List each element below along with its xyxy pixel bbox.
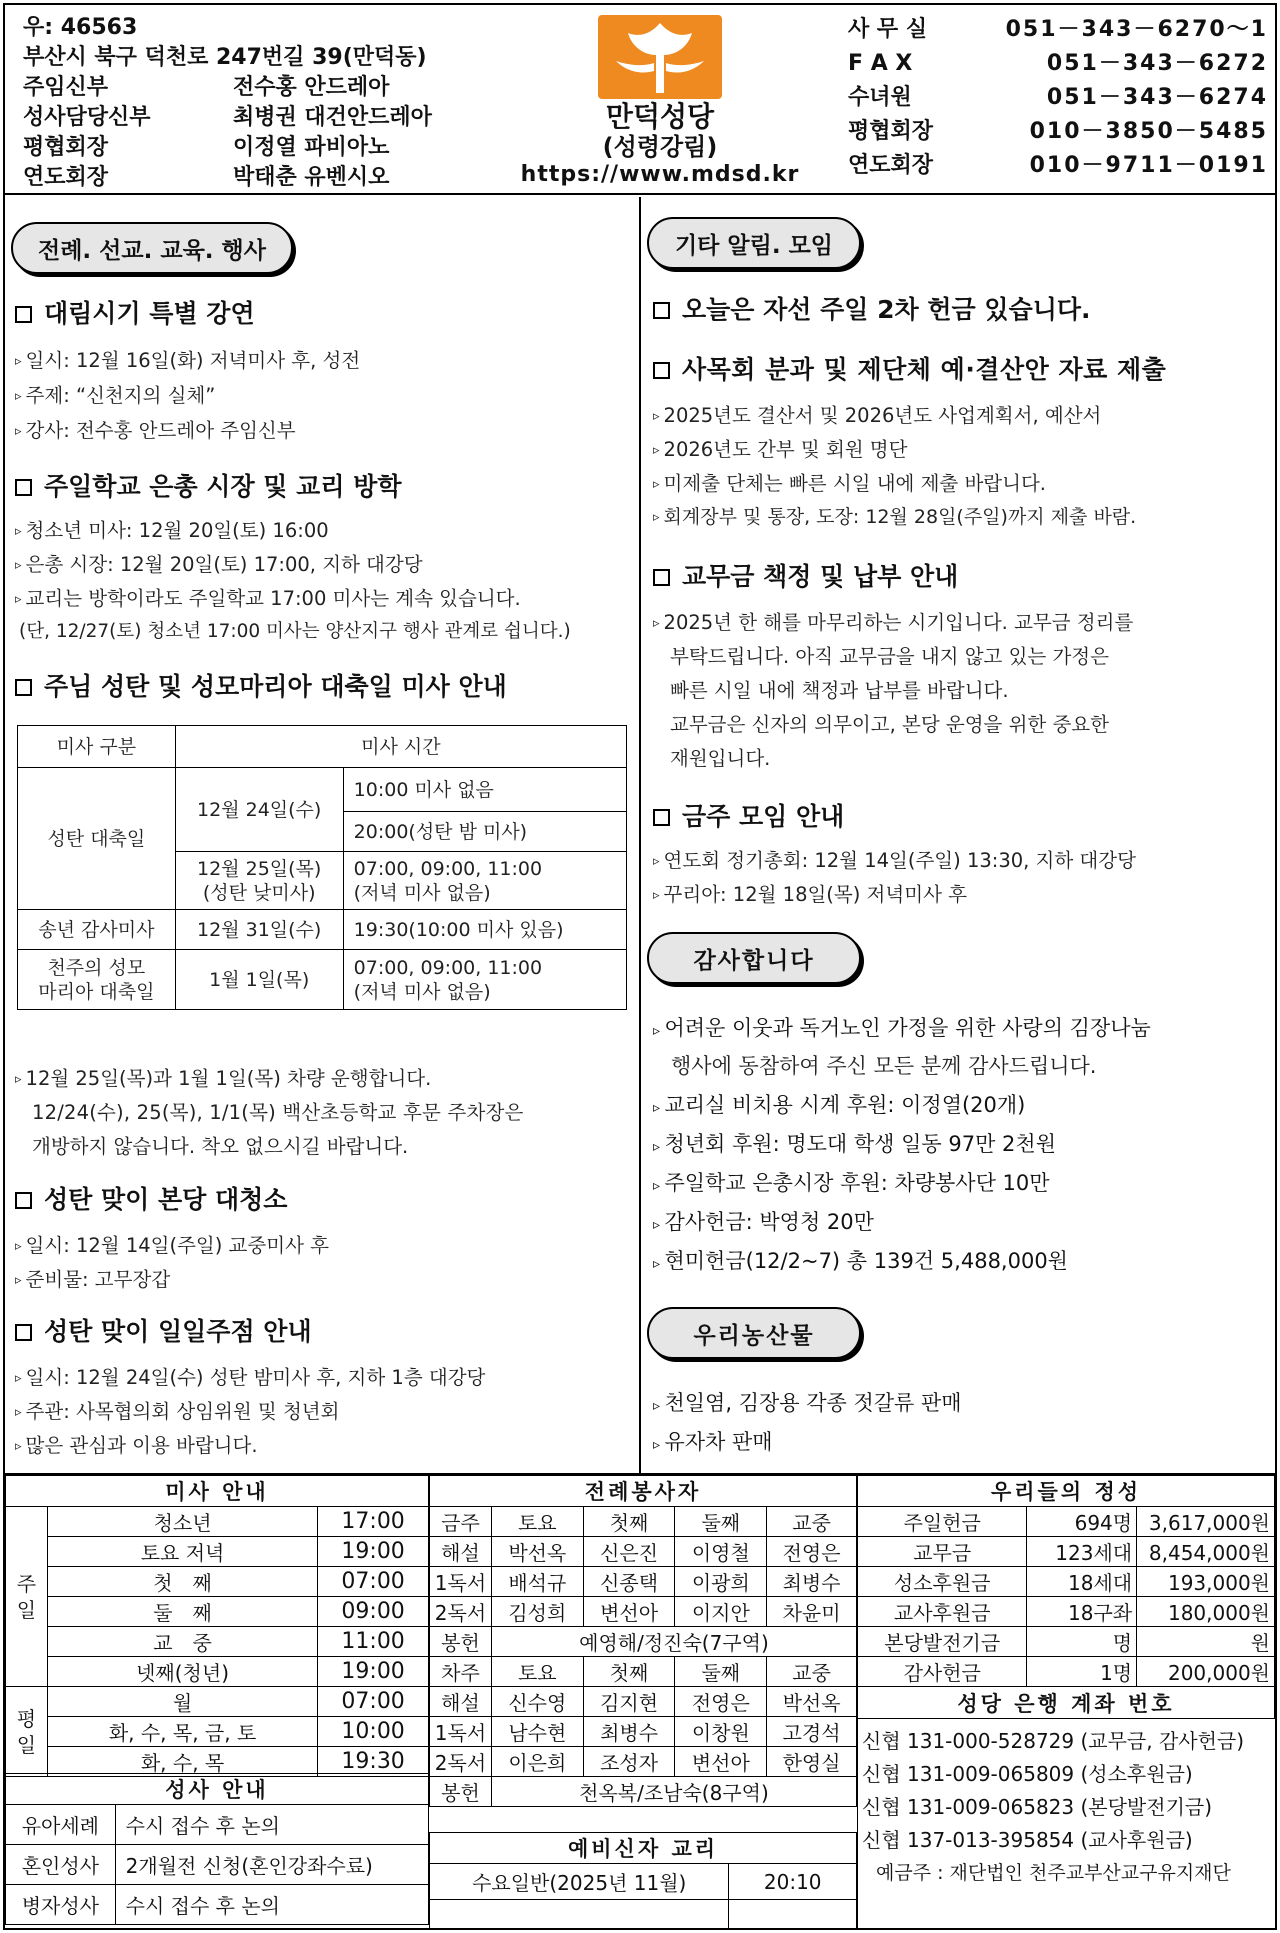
table-cell: 차윤미 bbox=[767, 1597, 857, 1627]
table-cell: 감사헌금 bbox=[858, 1657, 1027, 1687]
table-cell: 금주 bbox=[430, 1507, 492, 1537]
list-item: ▹ 주일학교 은총시장 후원: 차량봉사단 10만 bbox=[653, 1171, 1050, 1195]
table-cell: 수시 접수 후 논의 bbox=[115, 1885, 428, 1925]
checkbox-square-icon bbox=[653, 302, 670, 319]
table-header: 우리들의 정성 bbox=[858, 1476, 1275, 1507]
table-cell: 신은진 bbox=[583, 1537, 675, 1567]
table-cell: 전영은 bbox=[675, 1687, 767, 1717]
table-cell: 남수현 bbox=[491, 1717, 583, 1747]
checkbox-square-icon bbox=[653, 809, 670, 826]
table-cell: 천주의 성모 마리아 대축일 bbox=[18, 950, 176, 1010]
table-cell: 최병수 bbox=[583, 1717, 675, 1747]
table-cell: 2독서 bbox=[430, 1747, 492, 1777]
table-cell: 19:30(10:00 미사 있음) bbox=[343, 910, 626, 950]
list-item-continued: 교무금은 신자의 의무이고, 본당 운영을 위한 중요한 bbox=[670, 713, 1109, 736]
contact-number: 051－343－6272 bbox=[1046, 51, 1268, 76]
list-item: ▹ 주관: 사목협의회 상임위원 및 청년회 bbox=[15, 1400, 340, 1423]
table-cell: 07:00, 09:00, 11:00 (저녁 미사 없음) bbox=[343, 852, 626, 910]
table-cell bbox=[729, 1900, 857, 1930]
triangle-bullet-icon: ▹ bbox=[15, 424, 22, 439]
list-item: ▹ 2025년 한 해를 마무리하는 시기입니다. 교무금 정리를 bbox=[653, 611, 1134, 634]
church-name: 만덕성당 bbox=[605, 100, 715, 133]
triangle-bullet-icon: ▹ bbox=[15, 524, 22, 539]
table-cell: 19:30 bbox=[318, 1747, 429, 1777]
section-title: 금주 모임 안내 bbox=[653, 797, 844, 833]
table-cell: 차주 bbox=[430, 1657, 492, 1687]
checkbox-square-icon bbox=[653, 569, 670, 586]
bank-account: 신협 131-009-065809 (성소후원금) bbox=[862, 1762, 1193, 1786]
table-cell: 20:10 bbox=[729, 1864, 857, 1900]
table-cell: 토요 bbox=[491, 1507, 583, 1537]
table-cell: 1월 1일(목) bbox=[175, 950, 343, 1010]
table-cell: 07:00 bbox=[318, 1687, 429, 1717]
triangle-bullet-icon: ▹ bbox=[15, 1405, 22, 1420]
list-item: ▹ 은총 시장: 12월 20일(토) 17:00, 지하 대강당 bbox=[15, 553, 423, 576]
table-cell: 교중 bbox=[767, 1657, 857, 1687]
triangle-bullet-icon: ▹ bbox=[653, 1023, 665, 1039]
address: 부산시 북구 덕천로 247번길 39(만덕동) bbox=[23, 45, 427, 70]
table-cell: 교무금 bbox=[858, 1537, 1027, 1567]
table-cell: 본당발전기금 bbox=[858, 1627, 1027, 1657]
table-cell: 1독서 bbox=[430, 1567, 492, 1597]
table-cell: 이광희 bbox=[675, 1567, 767, 1597]
role-label: 평협회장 bbox=[23, 135, 109, 160]
table-cell: 신종택 bbox=[583, 1567, 675, 1597]
triangle-bullet-icon: ▹ bbox=[15, 1371, 22, 1386]
table-cell: 12월 25일(목) (성탄 낮미사) bbox=[175, 852, 343, 910]
contact-label: 수녀원 bbox=[848, 85, 912, 110]
list-item: ▹ 준비물: 고무장갑 bbox=[15, 1268, 171, 1291]
table-header: 미사 시간 bbox=[175, 726, 626, 768]
table-cell: 봉헌 bbox=[430, 1627, 492, 1657]
list-item: ▹ 2025년도 결산서 및 2026년도 사업계획서, 예산서 bbox=[653, 404, 1102, 427]
table-cell: 화, 수, 목 bbox=[47, 1747, 317, 1777]
list-item: ▹ 일시: 12월 24일(수) 성탄 밤미사 후, 지하 1층 대강당 bbox=[15, 1366, 486, 1389]
table-cell: 유아세례 bbox=[6, 1805, 116, 1845]
checkbox-square-icon bbox=[15, 306, 32, 323]
list-item: ▹ 청소년 미사: 12월 20일(토) 16:00 bbox=[15, 519, 329, 542]
church-info bbox=[23, 13, 432, 193]
table-cell: 첫째 bbox=[583, 1507, 675, 1537]
table-cell: 17:00 bbox=[318, 1507, 429, 1537]
section-title: 주일학교 은총 시장 및 교리 방학 bbox=[15, 467, 401, 503]
table-cell: 성탄 대축일 bbox=[18, 768, 176, 910]
list-item: ▹ 강사: 전수홍 안드레아 주임신부 bbox=[15, 419, 296, 442]
triangle-bullet-icon: ▹ bbox=[653, 443, 660, 458]
table-header: 미사 구분 bbox=[18, 726, 176, 768]
role-label: 성사담당신부 bbox=[23, 105, 151, 130]
contact-label: F A X bbox=[848, 51, 913, 76]
table-cell: 2개월전 신청(혼인강좌수료) bbox=[115, 1845, 428, 1885]
table-cell: 둘째 bbox=[675, 1507, 767, 1537]
sunday-label: 주일 bbox=[6, 1507, 48, 1687]
list-item: ▹ 교리는 방학이라도 주일학교 17:00 미사는 계속 있습니다. bbox=[15, 587, 521, 610]
table-cell: 해설 bbox=[430, 1687, 492, 1717]
table-cell bbox=[430, 1900, 729, 1930]
contact-number: 010－9711－0191 bbox=[1029, 153, 1268, 178]
triangle-bullet-icon: ▹ bbox=[653, 1100, 665, 1116]
list-item: ▹ 교리실 비치용 시계 후원: 이정열(20개) bbox=[653, 1093, 1026, 1117]
header bbox=[5, 5, 1275, 195]
table-cell: 09:00 bbox=[318, 1597, 429, 1627]
bulletin-page bbox=[3, 3, 1277, 1930]
church-subtitle: (성령강림) bbox=[602, 133, 718, 161]
table-cell: 10:00 bbox=[318, 1717, 429, 1747]
table-cell: 10:00 미사 없음 bbox=[343, 768, 626, 812]
table-cell: 20:00(성탄 밤 미사) bbox=[343, 812, 626, 852]
list-item: ▹ 주제: “신천지의 실체” bbox=[15, 384, 216, 407]
list-item: ▹ 많은 관심과 이용 바랍니다. bbox=[15, 1434, 258, 1457]
bank-account: 신협 131-009-065823 (본당발전기금) bbox=[862, 1795, 1213, 1819]
list-item: ▹ 유자차 판매 bbox=[653, 1430, 773, 1454]
table-header: 예비신자 교리 bbox=[430, 1833, 857, 1864]
table-cell: 박선옥 bbox=[491, 1537, 583, 1567]
section-title: 성탄 맞이 본당 대청소 bbox=[15, 1180, 287, 1216]
triangle-bullet-icon: ▹ bbox=[15, 1439, 22, 1454]
table-cell: 이영철 bbox=[675, 1537, 767, 1567]
list-item: ▹ 연도회 정기총회: 12월 14일(주일) 13:30, 지하 대강당 bbox=[653, 849, 1136, 872]
list-item: ▹ 미제출 단체는 빠른 시일 내에 제출 바랍니다. bbox=[653, 472, 1046, 495]
list-item: ▹ 2026년도 간부 및 회원 명단 bbox=[653, 438, 908, 461]
contact-label: 사 무 실 bbox=[848, 17, 928, 42]
section-title: 사목회 분과 및 제단체 예·결산안 자료 제출 bbox=[653, 350, 1166, 386]
table-header: 미사 안내 bbox=[6, 1476, 429, 1507]
checkbox-square-icon bbox=[15, 479, 32, 496]
triangle-bullet-icon: ▹ bbox=[15, 1072, 22, 1087]
role-label: 주임신부 bbox=[23, 75, 109, 100]
right-column bbox=[643, 197, 1275, 1473]
checkbox-square-icon bbox=[653, 362, 670, 379]
table-cell: 첫 째 bbox=[47, 1567, 317, 1597]
bank-accounts bbox=[857, 1715, 1275, 1930]
role-label: 연도회장 bbox=[23, 165, 109, 190]
table-cell: 이창원 bbox=[675, 1717, 767, 1747]
table-cell: 2독서 bbox=[430, 1597, 492, 1627]
triangle-bullet-icon: ▹ bbox=[15, 592, 22, 607]
list-item-continued: 12/24(수), 25(목), 1/1(목) 백산초등학교 후문 주차장은 bbox=[32, 1101, 524, 1124]
sacrament-table bbox=[5, 1773, 429, 1925]
triangle-bullet-icon: ▹ bbox=[15, 1273, 22, 1288]
section-pill-notices: 기타 알림. 모임 bbox=[647, 217, 861, 269]
table-cell: 김지현 bbox=[583, 1687, 675, 1717]
table-cell: 송년 감사미사 bbox=[18, 910, 176, 950]
table-cell: 둘 째 bbox=[47, 1597, 317, 1627]
table-cell: 예영해/정진숙(7구역) bbox=[491, 1627, 856, 1657]
table-cell: 1독서 bbox=[430, 1717, 492, 1747]
table-cell: 변선아 bbox=[583, 1597, 675, 1627]
checkbox-square-icon bbox=[15, 679, 32, 696]
triangle-bullet-icon: ▹ bbox=[653, 1178, 665, 1194]
table-cell: 병자성사 bbox=[6, 1885, 116, 1925]
table-cell: 원 bbox=[1137, 1627, 1275, 1657]
mass-schedule-table bbox=[5, 1475, 429, 1777]
section-title: 교무금 책정 및 납부 안내 bbox=[653, 557, 958, 593]
note-text: (단, 12/27(토) 청소년 17:00 미사는 양산지구 행사 관계로 쉽니다.) bbox=[19, 621, 571, 642]
contact-number: 051－343－6274 bbox=[1046, 85, 1268, 110]
table-cell: 180,000원 bbox=[1137, 1597, 1275, 1627]
table-cell: 3,617,000원 bbox=[1137, 1507, 1275, 1537]
account-holder: 예금주 : 재단법인 천주교부산교구유지재단 bbox=[876, 1862, 1231, 1884]
list-item: ▹ 천일염, 김장용 각종 젓갈류 판매 bbox=[653, 1391, 962, 1415]
postal-code: 우: 46563 bbox=[23, 15, 138, 40]
checkbox-square-icon bbox=[15, 1324, 32, 1341]
list-item: ▹ 회계장부 및 통장, 도장: 12월 28일(주일)까지 제출 바람. bbox=[653, 506, 1137, 528]
table-cell: 200,000원 bbox=[1137, 1657, 1275, 1687]
table-cell: 월 bbox=[47, 1687, 317, 1717]
table-cell: 193,000원 bbox=[1137, 1567, 1275, 1597]
section-title: 성탄 맞이 일일주점 안내 bbox=[15, 1312, 312, 1348]
checkbox-square-icon bbox=[15, 1192, 32, 1209]
contact-number: 010－3850－5485 bbox=[1029, 119, 1268, 144]
contact-number: 051－343－6270～1 bbox=[1005, 17, 1268, 42]
table-cell: 토요 저녁 bbox=[47, 1537, 317, 1567]
triangle-bullet-icon: ▹ bbox=[653, 888, 660, 903]
list-item: ▹ 꾸리아: 12월 18일(목) 저녁미사 후 bbox=[653, 883, 967, 906]
triangle-bullet-icon: ▹ bbox=[653, 1139, 665, 1155]
table-cell: 봉헌 bbox=[430, 1777, 492, 1807]
liturgy-servers-table bbox=[429, 1475, 857, 1807]
table-cell: 청소년 bbox=[47, 1507, 317, 1537]
list-item: ▹ 어려운 이웃과 독거노인 가정을 위한 사랑의 김장나눔 bbox=[653, 1016, 1151, 1040]
section-pill-thanks: 감사합니다 bbox=[647, 932, 861, 984]
table-cell: 이은희 bbox=[491, 1747, 583, 1777]
section-title: 대림시기 특별 강연 bbox=[15, 294, 255, 330]
table-cell: 신수영 bbox=[491, 1687, 583, 1717]
table-cell: 12월 24일(수) bbox=[175, 768, 343, 852]
table-cell: 토요 bbox=[491, 1657, 583, 1687]
church-url-link[interactable]: https://www.mdsd.kr bbox=[520, 162, 800, 187]
triangle-bullet-icon: ▹ bbox=[653, 510, 660, 525]
contact-label: 평협회장 bbox=[848, 119, 934, 144]
table-cell: 둘째 bbox=[675, 1657, 767, 1687]
table-header: 성당 은행 계좌 번호 bbox=[858, 1687, 1275, 1719]
table-cell: 07:00, 09:00, 11:00 (저녁 미사 없음) bbox=[343, 950, 626, 1010]
table-cell: 전영은 bbox=[767, 1537, 857, 1567]
table-cell: 수시 접수 후 논의 bbox=[115, 1805, 428, 1845]
table-cell: 넷째(청년) bbox=[47, 1657, 317, 1687]
triangle-bullet-icon: ▹ bbox=[15, 389, 22, 404]
table-cell: 19:00 bbox=[318, 1657, 429, 1687]
table-cell: 이지안 bbox=[675, 1597, 767, 1627]
catechumen-table bbox=[429, 1832, 857, 1930]
table-cell: 1명 bbox=[1027, 1657, 1137, 1687]
table-cell: 교사후원금 bbox=[858, 1597, 1027, 1627]
table-cell: 명 bbox=[1027, 1627, 1137, 1657]
list-item-continued: 재원입니다. bbox=[670, 747, 771, 770]
list-item-continued: 개방하지 않습니다. 착오 없으시길 바랍니다. bbox=[32, 1135, 409, 1158]
table-cell: 123세대 bbox=[1027, 1537, 1137, 1567]
list-item: ▹ 일시: 12월 16일(화) 저녁미사 후, 성전 bbox=[15, 349, 361, 372]
triangle-bullet-icon: ▹ bbox=[653, 1437, 665, 1453]
section-title: 오늘은 자선 주일 2차 헌금 있습니다. bbox=[653, 290, 1091, 326]
left-column bbox=[5, 197, 641, 1473]
offerings-table bbox=[857, 1475, 1275, 1719]
table-cell: 18구좌 bbox=[1027, 1597, 1137, 1627]
triangle-bullet-icon: ▹ bbox=[15, 354, 22, 369]
table-header: 성사 안내 bbox=[6, 1774, 429, 1805]
triangle-bullet-icon: ▹ bbox=[653, 1398, 665, 1414]
list-item: ▹ 청년회 후원: 명도대 학생 일동 97만 2천원 bbox=[653, 1132, 1056, 1156]
table-cell: 8,454,000원 bbox=[1137, 1537, 1275, 1567]
table-cell: 수요일반(2025년 11월) bbox=[430, 1864, 729, 1900]
list-item: ▹ 감사헌금: 박영청 20만 bbox=[653, 1210, 874, 1234]
weekday-label: 평일 bbox=[6, 1687, 48, 1777]
list-item: ▹ 현미헌금(12/2~7) 총 139건 5,488,000원 bbox=[653, 1249, 1068, 1273]
bank-account: 신협 131-000-528729 (교무금, 감사헌금) bbox=[862, 1729, 1245, 1753]
table-cell: 최병수 bbox=[767, 1567, 857, 1597]
table-cell: 12월 31일(수) bbox=[175, 910, 343, 950]
table-cell: 11:00 bbox=[318, 1627, 429, 1657]
table-cell: 변선아 bbox=[675, 1747, 767, 1777]
contact-list bbox=[848, 13, 1268, 183]
list-item: ▹ 일시: 12월 14일(주일) 교중미사 후 bbox=[15, 1234, 329, 1257]
dove-logo-icon bbox=[598, 15, 722, 99]
table-cell: 화, 수, 목, 금, 토 bbox=[47, 1717, 317, 1747]
table-cell: 주일헌금 bbox=[858, 1507, 1027, 1537]
table-cell: 07:00 bbox=[318, 1567, 429, 1597]
table-cell: 18세대 bbox=[1027, 1567, 1137, 1597]
section-pill-liturgy: 전례. 선교. 교육. 행사 bbox=[11, 222, 293, 274]
church-logo-block bbox=[515, 15, 805, 189]
table-cell: 조성자 bbox=[583, 1747, 675, 1777]
table-cell: 해설 bbox=[430, 1537, 492, 1567]
table-cell: 교중 bbox=[767, 1507, 857, 1537]
role-name: 이정열 파비아노 bbox=[233, 135, 390, 160]
role-name: 최병권 대건안드레아 bbox=[233, 105, 432, 130]
table-header: 전례봉사자 bbox=[430, 1476, 857, 1507]
section-title: 주님 성탄 및 성모마리아 대축일 미사 안내 bbox=[15, 667, 507, 703]
table-cell: 19:00 bbox=[318, 1537, 429, 1567]
triangle-bullet-icon: ▹ bbox=[653, 854, 660, 869]
triangle-bullet-icon: ▹ bbox=[653, 1217, 665, 1233]
section-pill-farm: 우리농산물 bbox=[647, 1307, 861, 1359]
table-cell: 694명 bbox=[1027, 1507, 1137, 1537]
triangle-bullet-icon: ▹ bbox=[15, 558, 22, 573]
table-cell: 김성희 bbox=[491, 1597, 583, 1627]
list-item: ▹ 12월 25일(목)과 1월 1일(목) 차량 운행합니다. bbox=[15, 1067, 432, 1090]
christmas-mass-table bbox=[17, 725, 627, 1010]
triangle-bullet-icon: ▹ bbox=[653, 1256, 665, 1272]
table-cell: 첫째 bbox=[583, 1657, 675, 1687]
bottom-tables bbox=[5, 1473, 1275, 1928]
triangle-bullet-icon: ▹ bbox=[653, 409, 660, 424]
list-item-continued: 빠른 시일 내에 책정과 납부를 바랍니다. bbox=[670, 679, 1009, 702]
triangle-bullet-icon: ▹ bbox=[653, 477, 660, 492]
table-cell: 교 중 bbox=[47, 1627, 317, 1657]
table-cell: 혼인성사 bbox=[6, 1845, 116, 1885]
triangle-bullet-icon: ▹ bbox=[653, 616, 660, 631]
role-name: 전수홍 안드레아 bbox=[233, 75, 390, 100]
table-cell: 성소후원금 bbox=[858, 1567, 1027, 1597]
bank-account: 신협 137-013-395854 (교사후원금) bbox=[862, 1828, 1193, 1852]
table-cell: 박선옥 bbox=[767, 1687, 857, 1717]
list-item-continued: 행사에 동참하여 주신 모든 분께 감사드립니다. bbox=[671, 1054, 1097, 1078]
table-cell: 배석규 bbox=[491, 1567, 583, 1597]
contact-label: 연도회장 bbox=[848, 153, 934, 178]
table-cell: 천옥복/조남숙(8구역) bbox=[491, 1777, 856, 1807]
triangle-bullet-icon: ▹ bbox=[15, 1239, 22, 1254]
table-cell: 한영실 bbox=[767, 1747, 857, 1777]
role-name: 박태춘 유벤시오 bbox=[233, 165, 390, 190]
table-cell: 고경석 bbox=[767, 1717, 857, 1747]
list-item-continued: 부탁드립니다. 아직 교무금을 내지 않고 있는 가정은 bbox=[670, 645, 1109, 668]
